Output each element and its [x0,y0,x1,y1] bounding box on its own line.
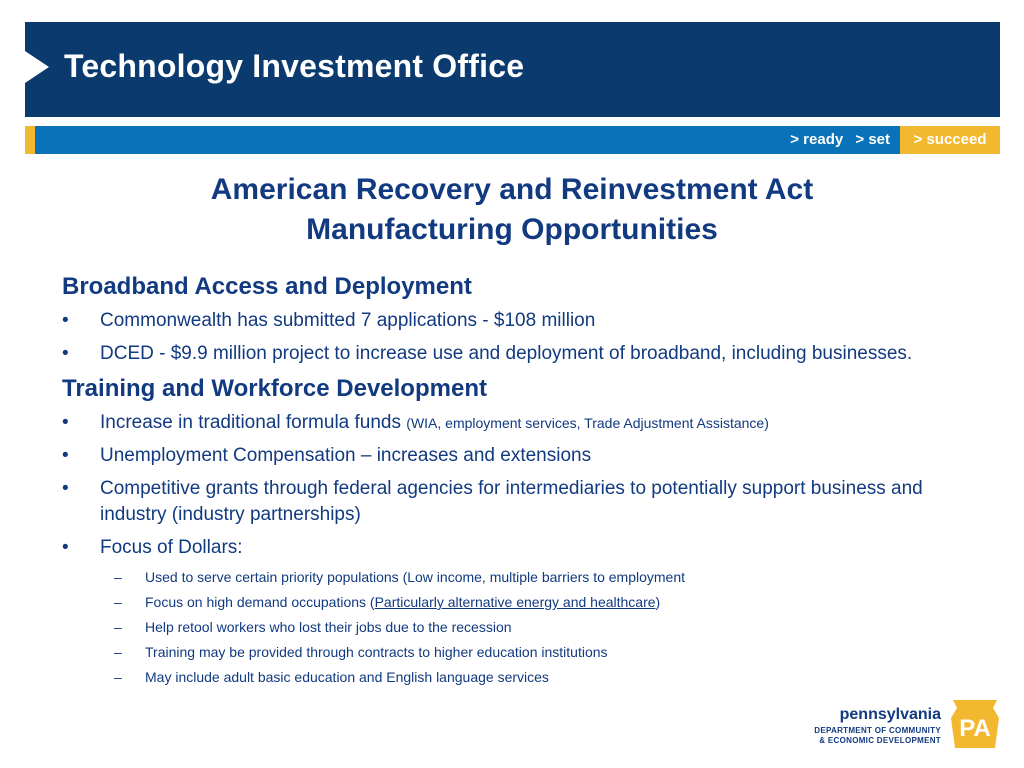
bullet-marker: • [62,310,69,331]
bullet-item [62,535,962,561]
sub-bullet-text: May include adult basic education and English language services [145,669,549,685]
sub-bullet-marker: – [114,619,122,635]
bullet-marker: • [62,478,69,499]
sub-bullet-item [62,593,962,611]
tagline-set: > set [855,131,890,148]
bullet-text: Competitive grants through federal agencies for intermediaries to potentially support business and industry (industry partnerships) [100,478,923,525]
header-banner [25,22,1000,117]
sub-bullet-item [62,618,962,636]
tagline-strip [25,126,1000,154]
bullet-text: Focus of Dollars: [100,537,243,558]
bullet-item [62,341,962,367]
sub-bullet-text: Training may be provided through contracts to higher education institutions [145,644,608,660]
slide-title [0,170,1024,250]
bullet-item [62,443,962,469]
bullet-text: Commonwealth has submitted 7 applications - $108 million [100,310,596,331]
sub-bullet-text: Help retool workers who lost their jobs due to the recession [145,619,512,635]
section-heading-broadband: Broadband Access and Deployment [62,273,472,300]
slide-body [62,272,962,693]
dced-logo [796,698,1001,748]
logo-dept-line2: & ECONOMIC DEVELOPMENT [819,736,941,745]
sub-bullet-text: Focus on high demand occupations ( [145,594,375,610]
accent-bar [25,126,35,154]
bullet-marker: • [62,412,69,433]
slide-title-line1: American Recovery and Reinvestment Act [210,173,814,206]
slide-title-line2: Manufacturing Opportunities [306,213,718,246]
keystone-label: PA [959,715,991,742]
office-title: Technology Investment Office [64,48,525,84]
bullet-marker: • [62,537,69,558]
tagline-ready: > ready [790,131,844,148]
logo-name: pennsylvania [839,706,941,723]
bullet-marker: • [62,445,69,466]
sub-bullet-text: Used to serve certain priority populations (Low income, multiple barriers to employment [145,569,686,585]
bullet-text: DCED - $9.9 million project to increase use and deployment of broadband, including businesses. [100,343,913,364]
sub-bullet-marker: – [114,569,122,585]
tagline [782,131,890,148]
bullet-marker: • [62,343,69,364]
underlined-text: Particularly alternative energy and healthcare [374,594,656,610]
keystone-icon [949,698,1001,750]
bullet-item [62,308,962,334]
section-heading-training: Training and Workforce Development [62,375,487,402]
bullet-item [62,410,962,436]
sub-bullet-marker: – [114,669,122,685]
bullet-note: (WIA, employment services, Trade Adjustment Assistance) [406,415,769,431]
bullet-text: Unemployment Compensation – increases and extensions [100,445,592,466]
sub-bullet-marker: – [114,594,122,610]
sub-bullet-text-end: ) [655,594,661,610]
sub-bullet-item [62,568,962,586]
logo-dept-line1: DEPARTMENT OF COMMUNITY [814,726,941,735]
bullet-item [62,476,962,528]
tagline-succeed: > succeed [900,126,1000,154]
sub-bullet-item [62,643,962,661]
arrow-icon [25,51,49,83]
sub-bullet-item [62,668,962,686]
bullet-text: Increase in traditional formula funds [100,412,407,433]
sub-bullet-marker: – [114,644,122,660]
